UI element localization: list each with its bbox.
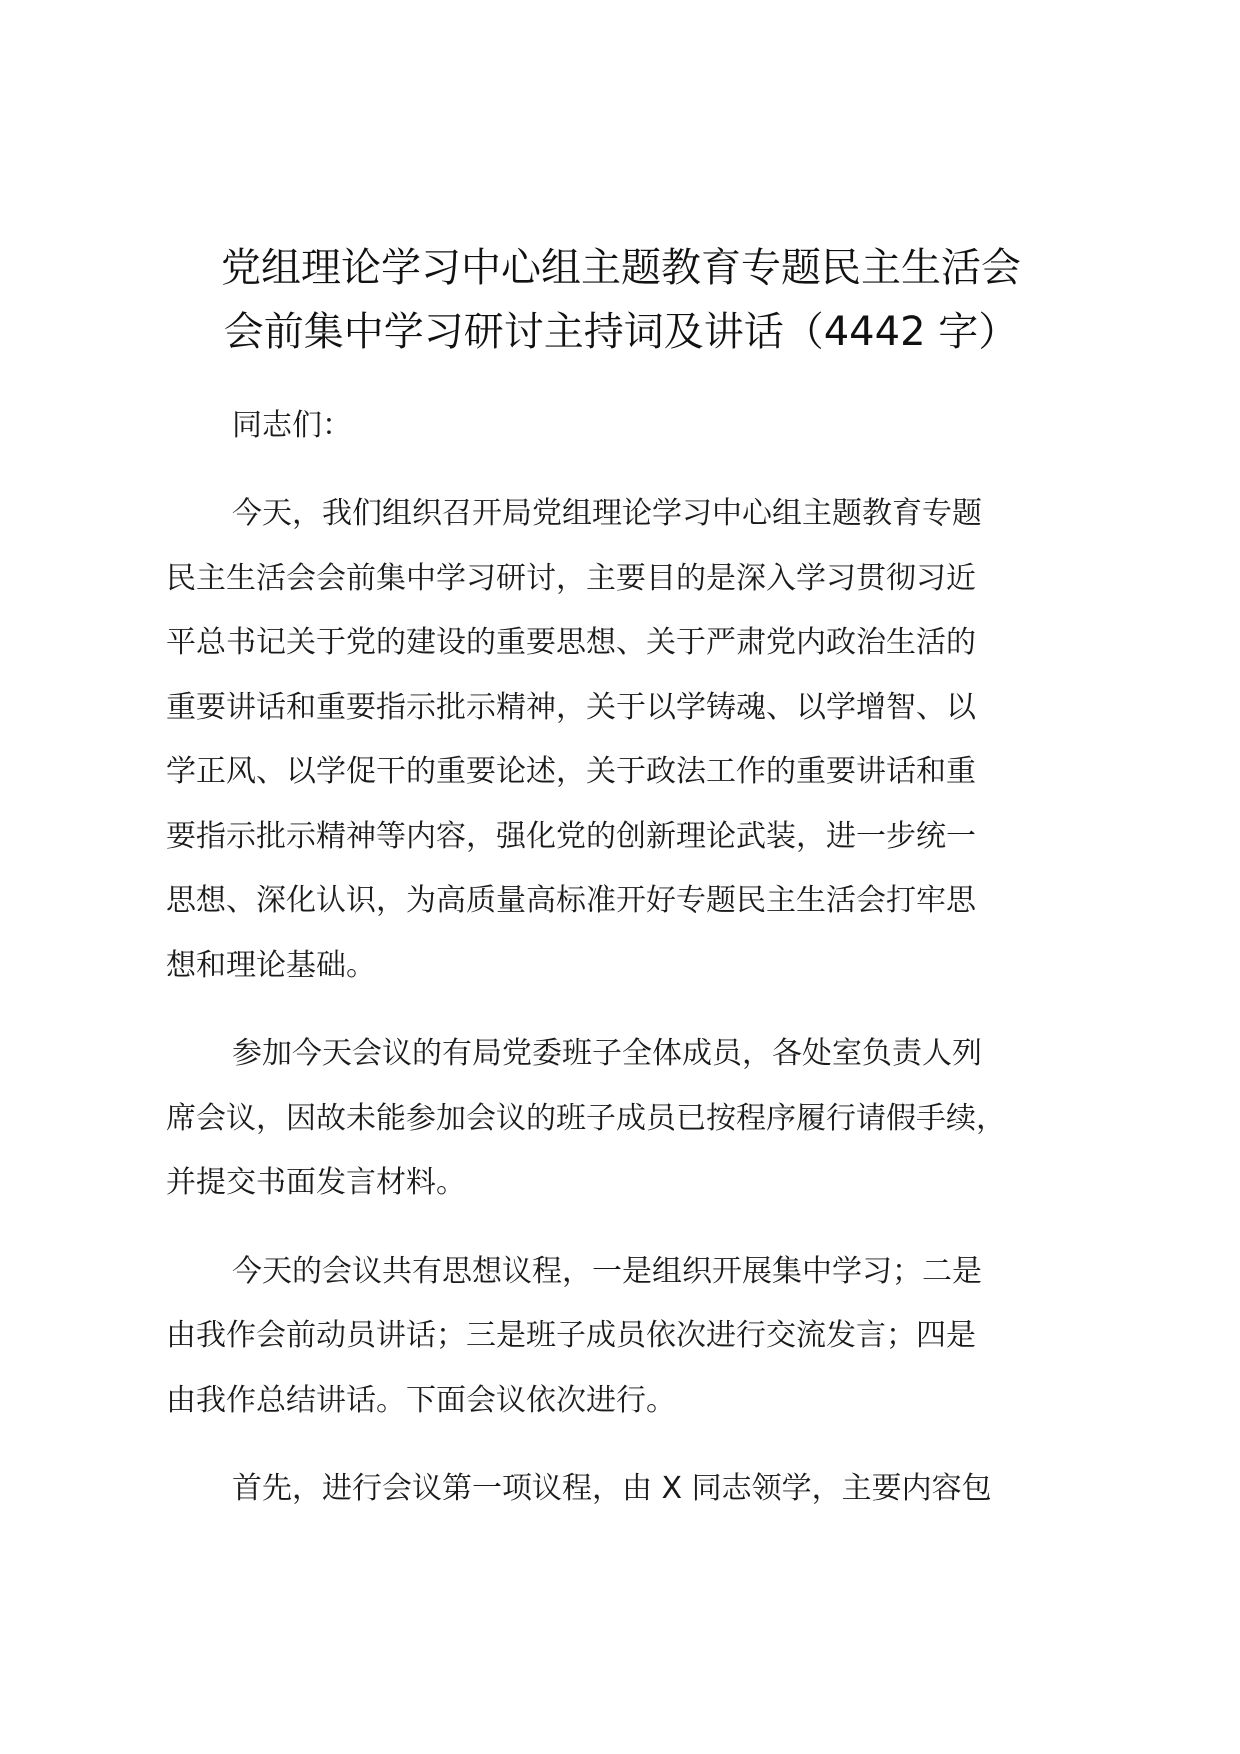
text-line: 平总书记关于党的建设的重要思想、关于严肃党内政治生活的 — [166, 625, 976, 660]
text-line: 想和理论基础。 — [166, 947, 376, 983]
text-line: 席会议，因故未能参加会议的班子成员已按程序履行请假手续， — [166, 1100, 1006, 1136]
document-title — [166, 236, 1076, 364]
text-line: 民主生活会会前集中学习研讨，主要目的是深入学习贯彻习近 — [166, 560, 976, 596]
paragraph-attendees — [166, 1022, 1076, 1216]
text-line: 重要讲话和重要指示批示精神，关于以学铸魂、以学增智、以 — [166, 689, 976, 725]
salutation: 同志们： — [232, 408, 352, 443]
paragraph-agenda — [166, 1240, 1076, 1434]
text-line: 由我作总结讲话。下面会议依次进行。 — [166, 1382, 676, 1418]
text-line: 要指示批示精神等内容，强化党的创新理论武装，进一步统一 — [166, 818, 976, 854]
text-line: 参加今天会议的有局党委班子全体成员，各处室负责人列 — [232, 1036, 982, 1071]
text-line: 思想、深化认识，为高质量高标准开好专题民主生活会打牢思 — [166, 883, 976, 918]
paragraph-intro — [166, 482, 1076, 998]
paragraph-first-item — [166, 1457, 1076, 1522]
text-line: 今天，我们组织召开局党组理论学习中心组主题教育专题 — [232, 496, 982, 531]
text-line: 学正风、以学促干的重要论述，关于政法工作的重要讲话和重 — [166, 754, 976, 789]
title-line: 会前集中学习研讨主持词及讲话（4442 字） — [223, 309, 1019, 355]
text-line: 今天的会议共有思想议程，一是组织开展集中学习；二是 — [232, 1253, 982, 1289]
title-line: 党组理论学习中心组主题教育专题民主生活会 — [221, 245, 1021, 291]
document-body — [166, 236, 1076, 1522]
text-line: 首先，进行会议第一项议程，由 X 同志领学，主要内容包 — [232, 1471, 992, 1506]
text-line: 并提交书面发言材料。 — [166, 1165, 466, 1200]
text-line: 由我作会前动员讲话；三是班子成员依次进行交流发言；四是 — [166, 1318, 976, 1353]
